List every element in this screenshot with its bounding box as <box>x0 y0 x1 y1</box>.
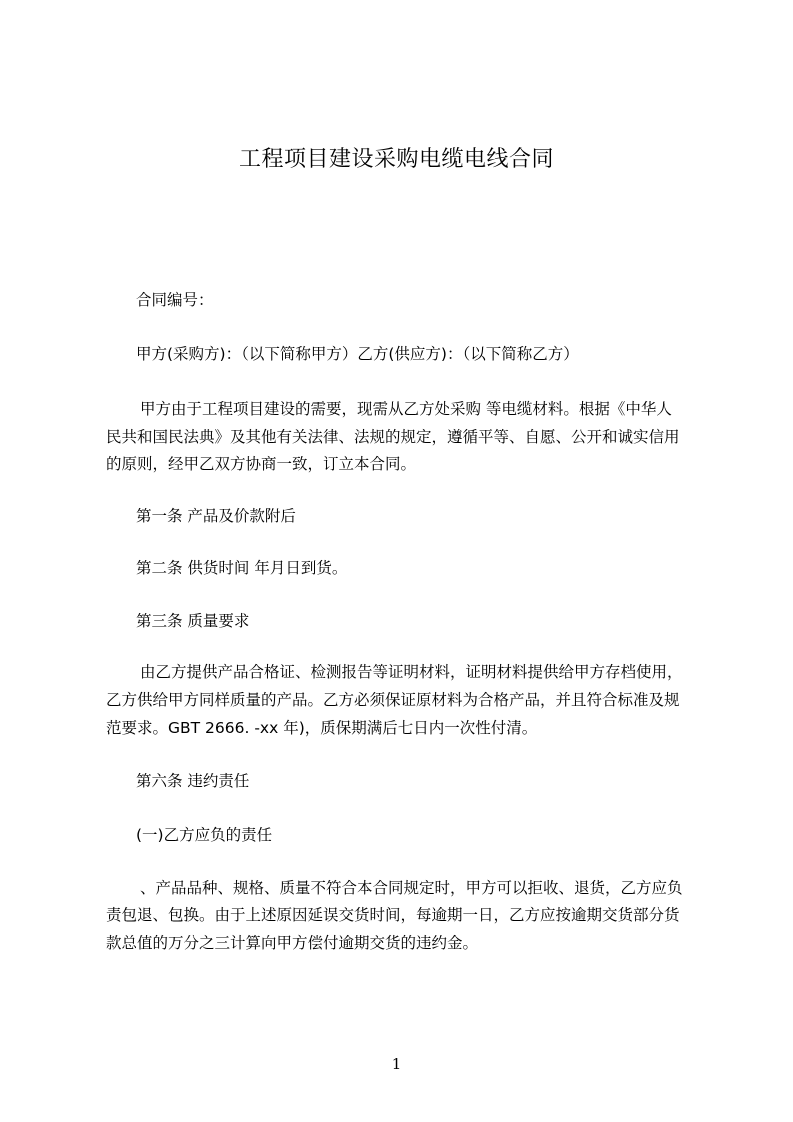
document-title: 工程项目建设采购电缆电线合同 <box>238 147 554 172</box>
quality-line-1: 由乙方提供产品合格证、检测报告等证明材料，证明材料提供给甲方存档使用， <box>140 663 683 681</box>
contract-number-label: 合同编号： <box>136 291 214 309</box>
liability-line-1: 、产品品种、规格、质量不符合本合同规定时，甲方可以拒收、退货，乙方应负 <box>140 879 683 897</box>
quality-line-2: 乙方供给甲方同样质量的产品。乙方必须保证原材料为合格产品，并且符合标准及规 <box>106 691 680 709</box>
liability-line-2: 责包退、包换。由于上述原因延误交货时间，每逾期一日，乙方应按逾期交货部分货 <box>106 906 680 924</box>
article-6-heading: 第六条 违约责任 <box>136 772 250 790</box>
clause-1-heading: (一)乙方应负的责任 <box>136 826 273 844</box>
liability-line-3: 款总值的万分之三计算向甲方偿付逾期交货的违约金。 <box>106 934 479 952</box>
quality-line-3: 范要求。GBT 2666. -xx 年)，质保期满后七日内一次性付清。 <box>106 719 538 737</box>
article-2-heading: 第二条 供货时间 年月日到货。 <box>136 559 348 577</box>
page-number: 1 <box>391 1055 402 1073</box>
preamble-line-3: 的原则，经甲乙双方协商一致，订立本合同。 <box>106 455 417 473</box>
preamble-line-2: 民共和国民法典》及其他有关法律、法规的规定，遵循平等、自愿、公开和诚实信用 <box>106 428 680 446</box>
article-3-heading: 第三条 质量要求 <box>136 612 250 630</box>
parties-line: 甲方(采购方)：（以下简称甲方）乙方(供应方)：（以下简称乙方） <box>136 345 579 363</box>
article-1-heading: 第一条 产品及价款附后 <box>136 507 296 525</box>
preamble-line-1: 甲方由于工程项目建设的需要，现需从乙方处采购 等电缆材料。根据《中华人 <box>140 400 672 418</box>
